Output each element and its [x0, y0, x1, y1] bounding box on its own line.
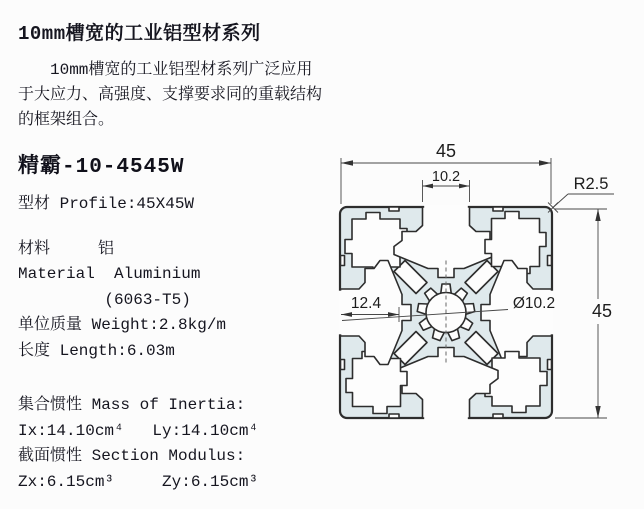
product-model: 精霸-10-4545W [18, 156, 185, 179]
intro-paragraph: 10mm槽宽的工业铝型材系列广泛应用于大应力、高强度、支撑要求同的重载结构的框架组合。 [18, 61, 323, 129]
spec-weight: 单位质量 Weight:2.8kg/m [18, 316, 227, 334]
spec-inertia-values: Ix:14.10cm⁴ Ly:14.10cm⁴ [18, 421, 259, 440]
dim-corner-radius: R2.5 [573, 175, 609, 193]
dim-bore-group [513, 295, 555, 312]
dim-height: 45 [591, 301, 613, 321]
spec-panel [18, 10, 326, 495]
dim-height-group [555, 209, 612, 418]
dim-corner-radius-group [548, 175, 614, 213]
dim-top-width: 45 [435, 141, 457, 161]
spec-profile: 型材 Profile:45X45W [18, 195, 195, 213]
page-title: 10mm槽宽的工业铝型材系列 [18, 23, 261, 45]
spec-material-en: Material Aluminium [18, 265, 201, 283]
dim-slot-width-group [423, 169, 470, 202]
cross-section-drawing [322, 130, 644, 509]
spec-material-label: 材料 铝 [18, 239, 115, 258]
dim-bore: Ø10.2 [512, 295, 556, 312]
spec-material-grade: (6063-T5) [18, 290, 191, 309]
dim-slot-width: 10.2 [431, 169, 461, 185]
spec-inertia-title: 集合惯性 Mass of Inertia: [18, 396, 246, 414]
spec-modulus-title: 截面惯性 Section Modulus: [18, 447, 246, 465]
spec-modulus-values: Zx:6.15cm³ Zy:6.15cm³ [18, 472, 259, 491]
dim-side-offset: 12.4 [350, 295, 382, 312]
spec-length: 长度 Length:6.03m [18, 341, 175, 360]
